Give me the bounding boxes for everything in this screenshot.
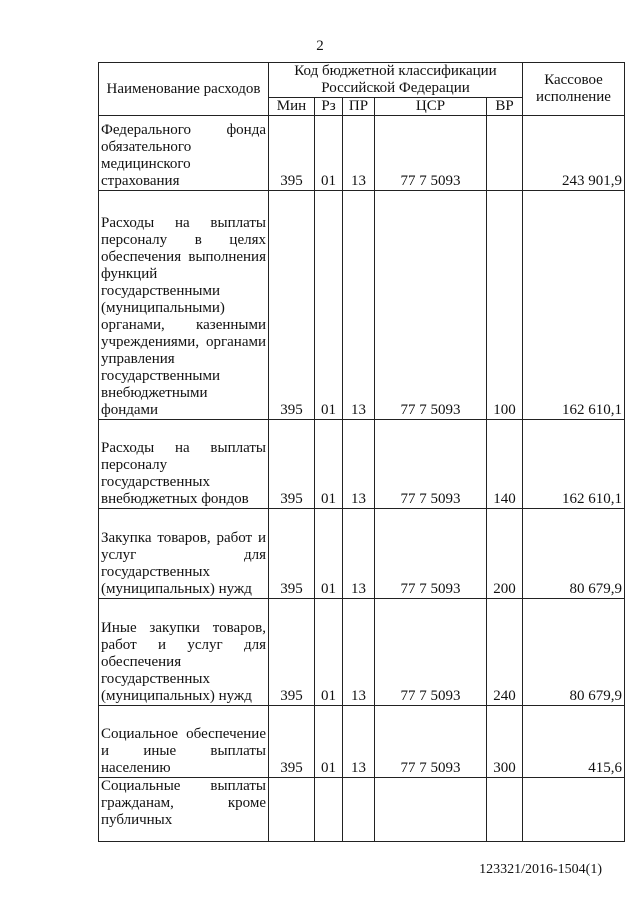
- pr-code: 13: [343, 116, 375, 191]
- min-code: 395: [269, 599, 315, 706]
- vr-code: 200: [487, 509, 523, 599]
- min-code: 395: [269, 116, 315, 191]
- header-csr: ЦСР: [375, 98, 487, 116]
- expense-name: Федерального фонда обязательного медицинского страхования: [99, 116, 269, 191]
- header-cash-execution: Кассовое исполнение: [523, 63, 625, 116]
- header-rz: Рз: [315, 98, 343, 116]
- csr-code: 77 7 5093: [375, 191, 487, 420]
- cash-amount: 162 610,1: [523, 191, 625, 420]
- pr-code: 13: [343, 191, 375, 420]
- rz-code: [315, 778, 343, 842]
- rz-code: 01: [315, 116, 343, 191]
- rz-code: 01: [315, 420, 343, 509]
- table-row: [99, 116, 625, 191]
- table-row: [99, 778, 625, 842]
- pr-code: 13: [343, 599, 375, 706]
- header-pr: ПР: [343, 98, 375, 116]
- cash-amount: 243 901,9: [523, 116, 625, 191]
- table-row: [99, 599, 625, 706]
- csr-code: 77 7 5093: [375, 116, 487, 191]
- expense-name: Расходы на выплаты персоналу в целях обеспечения выполнения функций государственными (муниципальными) органами, казенными учреждениями, органами управления государственными внебюджетными фондами: [99, 191, 269, 420]
- document-id: 123321/2016-1504(1): [479, 862, 602, 877]
- cash-amount: 80 679,9: [523, 599, 625, 706]
- page-number: 2: [316, 38, 324, 54]
- expense-name: Иные закупки товаров, работ и услуг для обеспечения государственных (муниципальных) нужд: [99, 599, 269, 706]
- vr-code: [487, 116, 523, 191]
- cash-amount: [523, 778, 625, 842]
- rz-code: 01: [315, 599, 343, 706]
- expense-name: Социальные выплаты гражданам, кроме публичных: [99, 778, 269, 842]
- min-code: 395: [269, 420, 315, 509]
- csr-code: 77 7 5093: [375, 599, 487, 706]
- header-expense-name: Наименование расходов: [99, 63, 269, 116]
- vr-code: [487, 778, 523, 842]
- csr-code: [375, 778, 487, 842]
- csr-code: 77 7 5093: [375, 420, 487, 509]
- expense-name: Социальное обеспечение и иные выплаты населению: [99, 706, 269, 778]
- min-code: 395: [269, 509, 315, 599]
- expense-name: Расходы на выплаты персоналу государственных внебюджетных фондов: [99, 420, 269, 509]
- budget-execution-table: [98, 62, 625, 842]
- rz-code: 01: [315, 509, 343, 599]
- min-code: 395: [269, 706, 315, 778]
- pr-code: 13: [343, 509, 375, 599]
- table-row: [99, 420, 625, 509]
- vr-code: 140: [487, 420, 523, 509]
- min-code: 395: [269, 191, 315, 420]
- table-row: [99, 191, 625, 420]
- vr-code: 240: [487, 599, 523, 706]
- cash-amount: 162 610,1: [523, 420, 625, 509]
- pr-code: [343, 778, 375, 842]
- table-row: [99, 509, 625, 599]
- header-min: Мин: [269, 98, 315, 116]
- csr-code: 77 7 5093: [375, 509, 487, 599]
- header-budget-classification-code: Код бюджетной классификации Российской Федерации: [269, 63, 523, 98]
- csr-code: 77 7 5093: [375, 706, 487, 778]
- pr-code: 13: [343, 706, 375, 778]
- cash-amount: 80 679,9: [523, 509, 625, 599]
- rz-code: 01: [315, 706, 343, 778]
- table-row: [99, 706, 625, 778]
- expense-name: Закупка товаров, работ и услуг для государственных (муниципальных) нужд: [99, 509, 269, 599]
- rz-code: 01: [315, 191, 343, 420]
- min-code: [269, 778, 315, 842]
- header-vr: ВР: [487, 98, 523, 116]
- cash-amount: 415,6: [523, 706, 625, 778]
- vr-code: 100: [487, 191, 523, 420]
- pr-code: 13: [343, 420, 375, 509]
- vr-code: 300: [487, 706, 523, 778]
